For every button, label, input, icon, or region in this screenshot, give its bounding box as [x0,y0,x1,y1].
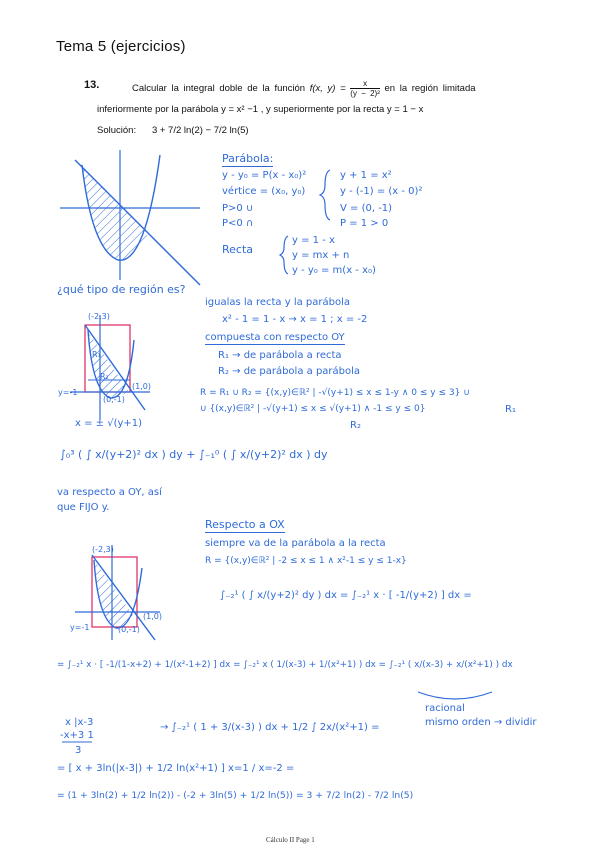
integral-oy: ∫₀³ ( ∫ x/(y+2)² dx ) dy + ∫₋₁⁰ ( ∫ x/(y+2)² dx ) dy [60,448,328,461]
parabola-r-3: V = (0, -1) [340,203,393,214]
region-union-1: R = R₁ ∪ R₂ = {(x,y)∈ℝ² | -√(y+1) ≤ x ≤ 1-y ∧ 0 ≤ y ≤ 3} ∪ [200,388,470,398]
point-label-a-3: (-2,3) [92,545,114,554]
function-label: f(x, y) = [309,83,346,95]
parabola-r-1: y + 1 = x² [340,170,392,181]
page-footer: Cálculo II Page 1 [266,836,315,844]
region-union-2: ∪ {(x,y)∈ℝ² | -√(y+1) ≤ x ≤ √(y+1) ∧ -1 ≤ y ≤ 0} [200,404,426,414]
region-question: ¿qué tipo de región es? [57,283,186,296]
parabola-r-4: P = 1 > 0 [340,218,389,229]
parabola-eq-1: y - y₀ = P(x - x₀)² [222,170,307,181]
division-1: x |x-3 [65,717,94,728]
integral-ox: ∫₋₂¹ ( ∫ x/(y+2)² dy ) dx = ∫₋₂¹ x · [ -1/(y+2) ] dx = [220,590,472,601]
respecto-ox-title: Respecto a OX [205,518,285,531]
r2-description: R₂ → de parábola a parábola [218,366,361,377]
siempre-text: siempre va de la parábola a la recta [205,538,386,549]
brace-recta [280,236,288,274]
solution-value: 3 + 7/2 ln(2) − 7/2 ln(5) [151,125,249,136]
mismo-orden-note: mismo orden → dividir [425,717,537,728]
recta-eq-3: y - y₀ = m(x - x₀) [292,265,376,276]
point-label-c: (0,-1) [103,395,125,404]
equation-b: → ∫₋₂¹ ( 1 + 3/(x-3) ) dx + 1/2 ∫ 2x/(x²+1) = [160,722,380,733]
parabola-eq-4: P<0 ∩ [222,218,254,229]
hatched-region-3 [92,557,135,628]
problem-line-1-a: Calcular la integral doble de la función [132,83,306,95]
problem-line-1-b: en la región limitada [384,83,476,95]
division-3: 3 [75,745,82,756]
point-label-c-3: (0,-1) [118,625,140,634]
division-2: -x+3 1 [60,730,94,741]
hatched-region-1 [80,164,148,260]
point-label-b: (1,0) [132,382,151,391]
equation-c: = [ x + 3ln(|x-3|) + 1/2 ln(x²+1) ] x=1 / x=-2 = [57,763,295,774]
recta-eq-2: y = mx + n [292,250,350,261]
igualar-text: igualas la recta y la parábola [205,297,351,308]
parabola-r-2: y - (-1) = (x - 0)² [340,186,423,197]
function-numerator: x [350,79,380,89]
solution-label: Solución: [97,125,137,136]
parabola-eq-3: P>0 ∪ [222,203,254,214]
y-minus-one-label-3: y=-1 [70,623,90,632]
problem-line-2: inferiormente por la parábola y = x² −1 , y superiormente por la recta y = 1 − x [97,104,424,115]
point-label-b-3: (1,0) [143,612,162,621]
problem-number: 13. [84,79,100,91]
equation-d: = (1 + 3ln(2) + 1/2 ln(2)) - (-2 + 3ln(5) + 1/2 ln(5)) = 3 + 7/2 ln(2) - 7/2 ln(5) [57,790,414,801]
equation-a: = ∫₋₂¹ x · [ -1/(1-x+2) + 1/(x²-1+2) ] dx = ∫₋₂¹ x ( 1/(x-3) + 1/(x²+1) ) dx = ∫₋₂¹ ( x/(x-3) + x/(x²+1) ) dx [57,660,513,670]
sketch-figure-1 [60,150,200,285]
point-label-a: (-2,3) [88,312,110,321]
r2-tag: R₂ [350,420,361,431]
compuesta-text: compuesta con respecto OY [205,332,345,343]
va-respecto-1: va respecto a OY, así [57,487,162,498]
y-minus-one-label: y=-1 [58,388,78,397]
igualar-eq: x² - 1 = 1 - x → x = 1 ; x = -2 [222,314,368,325]
r1-tag: R₁ [505,404,516,415]
parabola-eq-2: vértice = (x₀, y₀) [222,186,306,197]
va-respecto-2: que FIJO y. [57,502,110,513]
x-sqrt: x = ± √(y+1) [75,418,143,429]
fig-r2-label: R₂ [100,372,109,381]
page-title: Tema 5 (ejercicios) [56,38,186,55]
parabola-title: Parábola: [222,152,274,165]
recta-label: Recta [222,243,254,256]
brace-racional [418,692,492,699]
brace-parabola [320,170,330,220]
recta-eq-1: y = 1 - x [292,235,335,246]
fig-r1-label: R₁ [92,350,101,359]
function-denominator: (y − 2)² [350,89,380,98]
racional-note: racional [425,703,465,714]
region-ox: R = {(x,y)∈ℝ² | -2 ≤ x ≤ 1 ∧ x²-1 ≤ y ≤ 1-x} [205,556,407,566]
figure-2 [70,315,150,420]
r1-description: R₁ → de parábola a recta [218,350,342,361]
